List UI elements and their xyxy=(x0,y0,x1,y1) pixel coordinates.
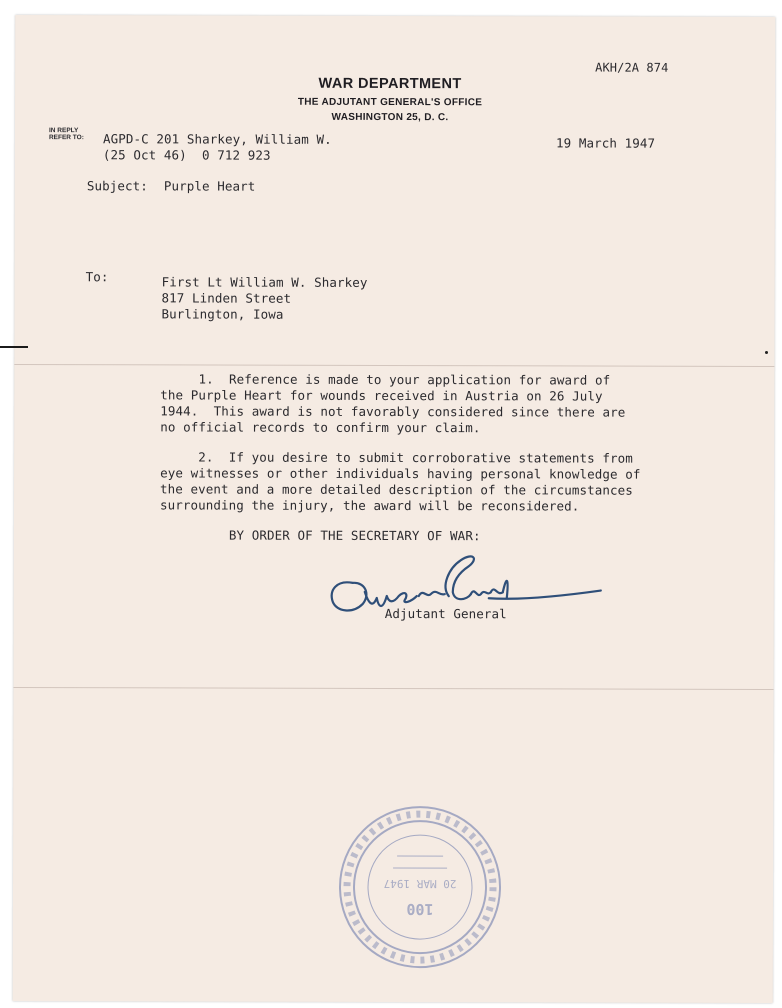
letterhead-office: THE ADJUTANT GENERAL'S OFFICE xyxy=(297,96,483,109)
letterhead-city: WASHINGTON 25, D. C. xyxy=(331,111,449,124)
stamp-date: 20 MAR 1947 xyxy=(383,876,457,891)
letter-date: 19 March 1947 xyxy=(555,135,656,151)
paragraph-2-line: surrounding the injury, the award will be reconsidered. xyxy=(159,497,580,514)
fold-line-lower xyxy=(14,687,774,690)
file-reference-line2: (25 Oct 46) 0 712 923 xyxy=(102,147,271,163)
left-edge-mark xyxy=(0,346,28,348)
letterhead-department: WAR DEPARTMENT xyxy=(318,75,462,93)
subject-label: Subject: xyxy=(86,178,148,194)
reference-code: AKH/2A 874 xyxy=(595,60,669,75)
paragraph-2-line: 2. If you desire to submit corroborative statements from xyxy=(160,449,633,466)
letter-sheet xyxy=(13,15,776,1003)
paragraph-1-line: the Purple Heart for wounds received in Austria on 26 July xyxy=(160,387,603,404)
paragraph-1-line: 1. Reference is made to your application for award of xyxy=(160,371,611,388)
paragraph-2-line: the event and a more detailed description of the circumstances xyxy=(160,481,633,498)
recipient-city: Burlington, Iowa xyxy=(161,306,284,322)
paragraph-1-line: 1944. This award is not favorably considered since there are xyxy=(160,403,626,420)
right-edge-dot xyxy=(765,351,768,354)
in-reply-label-line2: REFER TO: xyxy=(48,134,84,142)
recipient-label: To: xyxy=(85,269,109,285)
recipient-street: 817 Linden Street xyxy=(161,290,292,306)
recipient-name: First Lt William W. Sharkey xyxy=(161,274,368,290)
subject-value: Purple Heart xyxy=(163,178,256,194)
paragraph-2-line: eye witnesses or other individuals having personal knowledge of xyxy=(160,465,641,482)
stamp-code: 100 xyxy=(406,900,434,919)
signature-title: Adjutant General xyxy=(384,605,507,622)
file-reference-line1: AGPD-C 201 Sharkey, William W. xyxy=(102,131,332,147)
in-reply-label-line1: IN REPLY xyxy=(48,127,79,135)
fold-line-upper xyxy=(14,364,774,367)
order-line: BY ORDER OF THE SECRETARY OF WAR: xyxy=(228,527,481,544)
received-stamp xyxy=(335,802,505,972)
paragraph-1-line: no official records to confirm your claim. xyxy=(160,419,481,436)
